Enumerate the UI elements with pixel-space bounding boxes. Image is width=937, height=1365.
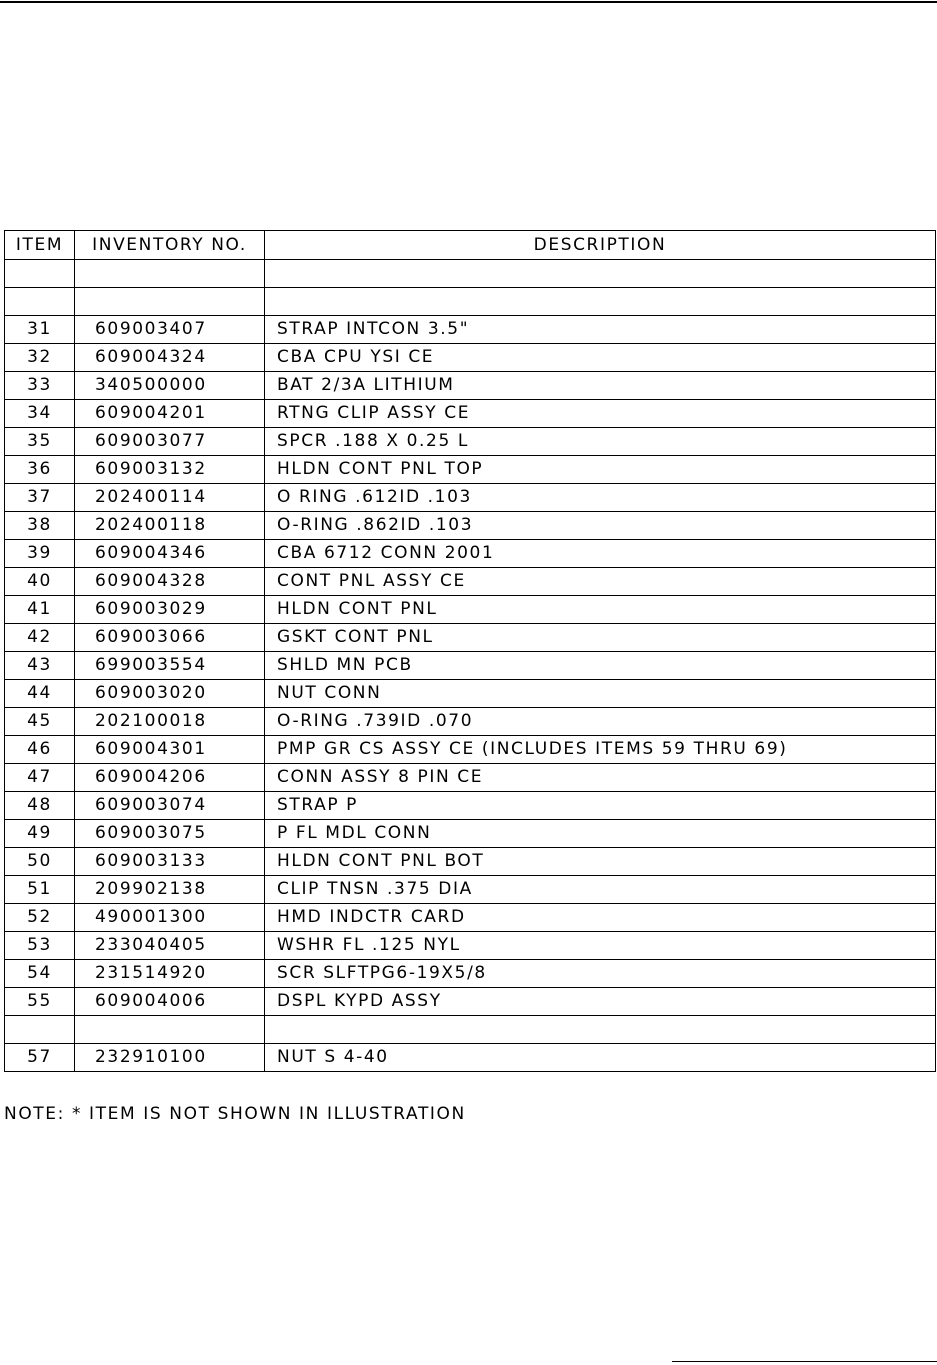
description-cell: WSHR FL .125 NYL [265, 932, 936, 960]
table-row [5, 372, 936, 400]
table-row [5, 484, 936, 512]
table-row [5, 428, 936, 456]
item-number-cell: 55 [5, 988, 75, 1016]
description-cell: CBA 6712 CONN 2001 [265, 540, 936, 568]
description-cell: HLDN CONT PNL BOT [265, 848, 936, 876]
description-cell: HLDN CONT PNL TOP [265, 456, 936, 484]
column-header-inventory-no: INVENTORY NO. [75, 231, 265, 260]
item-number-cell: 53 [5, 932, 75, 960]
description-cell: SHLD MN PCB [265, 652, 936, 680]
item-number-cell: 37 [5, 484, 75, 512]
description-cell: BAT 2/3A LITHIUM [265, 372, 936, 400]
inventory-number-cell: 609004328 [75, 568, 265, 596]
table-row [5, 1044, 936, 1072]
inventory-number-cell: 609004346 [75, 540, 265, 568]
table-row [5, 316, 936, 344]
inventory-number-cell: 231514920 [75, 960, 265, 988]
inventory-number-cell: 609003407 [75, 316, 265, 344]
table-row [5, 596, 936, 624]
table-row [5, 344, 936, 372]
item-number-cell: 31 [5, 316, 75, 344]
table-row [5, 932, 936, 960]
inventory-number-cell: 202400118 [75, 512, 265, 540]
inventory-number-cell: 609003029 [75, 596, 265, 624]
top-rule [0, 1, 937, 3]
description-cell: GSKT CONT PNL [265, 624, 936, 652]
parts-list-table [4, 230, 936, 1072]
table-row [5, 568, 936, 596]
table-row [5, 512, 936, 540]
table-row [5, 400, 936, 428]
item-number-cell [5, 288, 75, 316]
inventory-number-cell: 699003554 [75, 652, 265, 680]
description-cell: O-RING .739ID .070 [265, 708, 936, 736]
illustration-note: NOTE: * ITEM IS NOT SHOWN IN ILLUSTRATION [4, 1104, 466, 1124]
item-number-cell: 42 [5, 624, 75, 652]
item-number-cell: 41 [5, 596, 75, 624]
item-number-cell: 39 [5, 540, 75, 568]
item-number-cell: 32 [5, 344, 75, 372]
table-row [5, 848, 936, 876]
description-cell: STRAP P [265, 792, 936, 820]
inventory-number-cell: 609004006 [75, 988, 265, 1016]
inventory-number-cell: 609003132 [75, 456, 265, 484]
inventory-number-cell: 609004201 [75, 400, 265, 428]
table-row [5, 764, 936, 792]
description-cell: DSPL KYPD ASSY [265, 988, 936, 1016]
item-number-cell: 50 [5, 848, 75, 876]
table-row [5, 792, 936, 820]
inventory-number-cell: 340500000 [75, 372, 265, 400]
table-row [5, 988, 936, 1016]
inventory-number-cell: 609003066 [75, 624, 265, 652]
inventory-number-cell: 609004324 [75, 344, 265, 372]
description-cell: SCR SLFTPG6-19X5/8 [265, 960, 936, 988]
table-row [5, 540, 936, 568]
description-cell: SPCR .188 X 0.25 L [265, 428, 936, 456]
item-number-cell: 57 [5, 1044, 75, 1072]
description-cell: PMP GR CS ASSY CE (INCLUDES ITEMS 59 THRU 69) [265, 736, 936, 764]
table-row [5, 456, 936, 484]
inventory-number-cell [75, 260, 265, 288]
item-number-cell: 43 [5, 652, 75, 680]
item-number-cell: 45 [5, 708, 75, 736]
description-cell: P FL MDL CONN [265, 820, 936, 848]
item-number-cell: 49 [5, 820, 75, 848]
parts-table-body [5, 260, 936, 1072]
inventory-number-cell: 609004206 [75, 764, 265, 792]
item-number-cell [5, 260, 75, 288]
table-row [5, 820, 936, 848]
table-row [5, 624, 936, 652]
description-cell: CLIP TNSN .375 DIA [265, 876, 936, 904]
item-number-cell: 34 [5, 400, 75, 428]
description-cell: HLDN CONT PNL [265, 596, 936, 624]
inventory-number-cell: 232910100 [75, 1044, 265, 1072]
description-cell: STRAP INTCON 3.5" [265, 316, 936, 344]
inventory-number-cell: 233040405 [75, 932, 265, 960]
item-number-cell [5, 1016, 75, 1044]
description-cell: O-RING .862ID .103 [265, 512, 936, 540]
description-cell [265, 288, 936, 316]
inventory-number-cell: 609003074 [75, 792, 265, 820]
table-row [5, 960, 936, 988]
inventory-number-cell: 609004301 [75, 736, 265, 764]
inventory-number-cell: 609003077 [75, 428, 265, 456]
inventory-number-cell: 490001300 [75, 904, 265, 932]
table-row [5, 652, 936, 680]
table-row [5, 708, 936, 736]
inventory-number-cell [75, 1016, 265, 1044]
table-row [5, 1016, 936, 1044]
item-number-cell: 52 [5, 904, 75, 932]
description-cell: NUT S 4-40 [265, 1044, 936, 1072]
table-row [5, 904, 936, 932]
description-cell: CONN ASSY 8 PIN CE [265, 764, 936, 792]
inventory-number-cell: 202400114 [75, 484, 265, 512]
item-number-cell: 33 [5, 372, 75, 400]
item-number-cell: 36 [5, 456, 75, 484]
inventory-number-cell: 609003075 [75, 820, 265, 848]
bottom-rule [672, 1361, 937, 1362]
inventory-number-cell [75, 288, 265, 316]
item-number-cell: 44 [5, 680, 75, 708]
description-cell: O RING .612ID .103 [265, 484, 936, 512]
description-cell: NUT CONN [265, 680, 936, 708]
item-number-cell: 35 [5, 428, 75, 456]
column-header-item: ITEM [5, 231, 75, 260]
description-cell: HMD INDCTR CARD [265, 904, 936, 932]
column-header-description: DESCRIPTION [265, 231, 936, 260]
item-number-cell: 40 [5, 568, 75, 596]
item-number-cell: 51 [5, 876, 75, 904]
item-number-cell: 38 [5, 512, 75, 540]
table-row [5, 876, 936, 904]
inventory-number-cell: 202100018 [75, 708, 265, 736]
item-number-cell: 47 [5, 764, 75, 792]
table-row [5, 260, 936, 288]
table-header-row [5, 231, 936, 260]
description-cell: CONT PNL ASSY CE [265, 568, 936, 596]
table-row [5, 680, 936, 708]
table-row [5, 736, 936, 764]
description-cell: CBA CPU YSI CE [265, 344, 936, 372]
description-cell: RTNG CLIP ASSY CE [265, 400, 936, 428]
item-number-cell: 46 [5, 736, 75, 764]
table-row [5, 288, 936, 316]
item-number-cell: 48 [5, 792, 75, 820]
item-number-cell: 54 [5, 960, 75, 988]
inventory-number-cell: 609003020 [75, 680, 265, 708]
description-cell [265, 260, 936, 288]
description-cell [265, 1016, 936, 1044]
inventory-number-cell: 209902138 [75, 876, 265, 904]
inventory-number-cell: 609003133 [75, 848, 265, 876]
